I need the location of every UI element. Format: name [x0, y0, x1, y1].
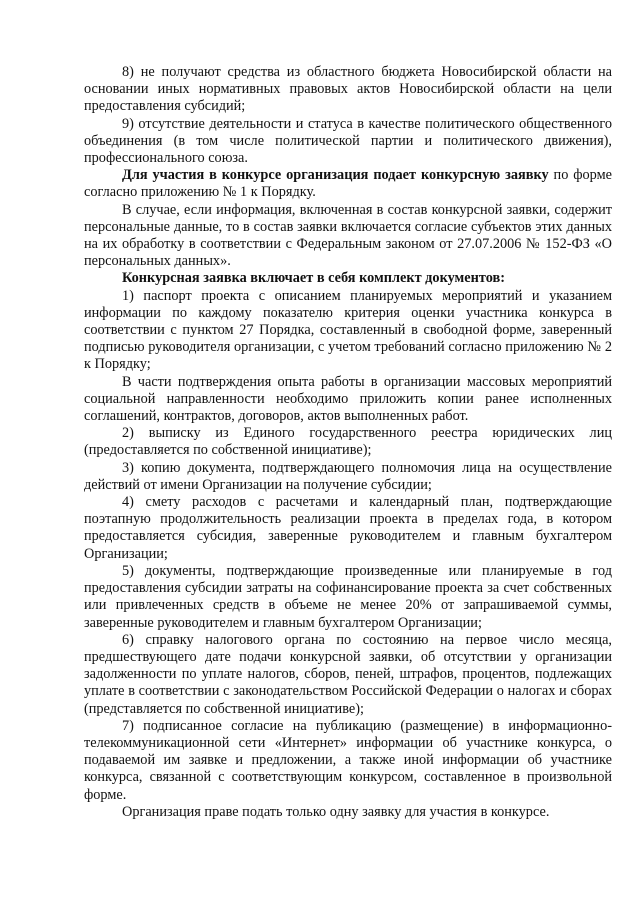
paragraph-item-9 [84, 116, 612, 168]
paragraph-item-8 [84, 64, 612, 116]
paragraph-text: 3) копию документа, подтверждающего полномочия лица на осуществление действий от имени Организации на получение субсидии; [84, 459, 612, 493]
paragraph-experience [84, 374, 612, 426]
bold-text: Для участия в конкурсе организация подает конкурсную заявку [122, 167, 549, 184]
paragraph-documents-heading [84, 270, 612, 287]
paragraph-text: 7) подписанное согласие на публикацию (размещение) в информационно-телекоммуникационной сети «Интернет» информации об участнике конкурса, о подаваемой им заявке и предложении, а также иной информации об участнике конкурса, связанной с соответствующим конкурсом, составленное в произвольной форме. [84, 717, 612, 803]
paragraph-text: 5) документы, подтверждающие произведенные или планируемые в год предоставления субсидии затраты на софинансирование проекта за счет собственных или привлеченных средств в объеме не менее 20% от запрашиваемой суммы, заверенные руководителем и главным бухгалтером Организации; [84, 562, 612, 631]
paragraph-document-1 [84, 288, 612, 374]
bold-text: Конкурсная заявка включает в себя комплект документов: [122, 270, 505, 287]
paragraph-document-7 [84, 718, 612, 804]
paragraph-document-2 [84, 425, 612, 459]
paragraph-document-3 [84, 460, 612, 494]
paragraph-text: В части подтверждения опыта работы в организации массовых мероприятий социальной направленности необходимо приложить копии ранее исполненных соглашений, контрактов, договоров, актов выполненных работ. [84, 373, 612, 425]
paragraph-document-6 [84, 632, 612, 718]
paragraph-text: 6) справку налогового органа по состоянию на первое число месяца, предшествующего дате подачи конкурсной заявки, об отсутствии у организации задолженности по уплате налогов, сборов, пеней, штрафов, процентов, подлежащих уплате в соответствии с законодательством Российской Федерации о налогах и сборах (представляется по собственной инициативе); [84, 631, 612, 717]
paragraph-text: по форме согласно приложению № 1 к Порядку. [84, 167, 612, 201]
paragraph-document-5 [84, 563, 612, 632]
paragraph-one-application [84, 804, 612, 821]
paragraph-text: В случае, если информация, включенная в состав конкурсной заявки, содержит персональные данные, то в состав заявки включается согласие субъектов этих данных на их обработку в соответствии с Федеральным законом от 27.07.2006 № 152-ФЗ «О персональных данных». [84, 201, 612, 270]
document-page [84, 64, 612, 821]
paragraph-application-form [84, 167, 612, 201]
paragraph-text: 8) не получают средства из областного бюджета Новосибирской области на основании иных нормативных правовых актов Новосибирской области на цели предоставления субсидий; [84, 64, 612, 115]
paragraph-text: 1) паспорт проекта с описанием планируемых мероприятий и указанием информации по каждому показателю критерия оценки участника конкурса в соответствии с пунктом 27 Порядка, составленный в свободной форме, заверенный подписью руководителя организации, с учетом требований согласно приложению № 2 к Порядку; [84, 287, 612, 373]
paragraph-document-4 [84, 494, 612, 563]
paragraph-personal-data [84, 202, 612, 271]
paragraph-text: 2) выписку из Единого государственного реестра юридических лиц (предоставляется по собственной инициативе); [84, 425, 612, 459]
paragraph-text: 9) отсутствие деятельности и статуса в качестве политического общественного объединения (в том числе политической партии и политического движения), профессионального союза. [84, 115, 612, 167]
paragraph-text: Организация праве подать только одну заявку для участия в конкурсе. [122, 803, 550, 820]
paragraph-text: 4) смету расходов с расчетами и календарный план, подтверждающие поэтапную продолжительность реализации проекта в пределах года, в котором предоставляется субсидия, заверенные руководителем и главным бухгалтером Организации; [84, 494, 612, 562]
